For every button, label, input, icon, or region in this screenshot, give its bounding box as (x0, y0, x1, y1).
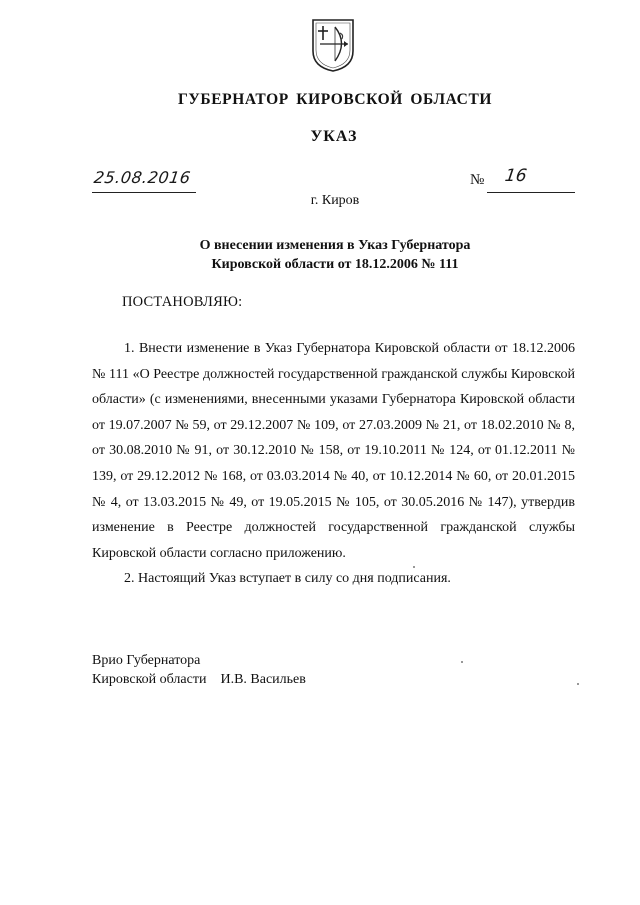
signer-position-line-1: Врио Губернатора (92, 653, 201, 668)
number-label: № (470, 172, 485, 188)
paragraph-1: 1. Внести изменение в Указ Губернатора Кировской области от 18.12.2006 № 111 «О Реестре должностей государственной гражданской службы Кировской области» (с изменениями, внесенными указами Губернатора Кировской области от 19.07.2007 № 59, от 29.12.2007 № 109, от 27.03.2009 № 21, от 18.02.2010 № 8, от 30.08.2010 № 91, от 30.12.2010 № 158, от 19.10.2011 № 124, от 01.12.2011 № 139, от 29.12.2012 № 168, от 03.03.2014 № 40, от 10.12.2014 № 60, от 20.01.2015 № 4, от 13.03.2015 № 49, от 19.05.2015 № 105, от 30.05.2016 № 147), утвердив изменение в Реестре должностей государственной гражданской службы Кировской области согласно приложению. (92, 341, 575, 561)
decree-number-field (487, 166, 575, 193)
signer-region: Кировской области (92, 672, 207, 687)
signer-position-line-2 (92, 670, 306, 689)
paragraph-2: 2. Настоящий Указ вступает в силу со дня подписания. (124, 571, 451, 587)
decree-subject (0, 236, 640, 274)
subject-line-1: О внесении изменения в Указ Губернатора (199, 238, 471, 253)
issue-city: г. Киров (310, 193, 360, 208)
decree-date-field (92, 170, 196, 193)
decree-body (92, 336, 575, 592)
resolve-heading: ПОСТАНОВЛЯЮ: (122, 294, 243, 310)
decree-date: 25.08.2016 (92, 168, 192, 187)
scan-speck (461, 661, 463, 663)
scan-speck (577, 683, 579, 685)
authority-title: ГУБЕРНАТОР КИРОВСКОЙ ОБЛАСТИ (177, 91, 493, 108)
signature-block (92, 651, 306, 689)
subject-line-2: Кировской области от 18.12.2006 № 111 (211, 257, 459, 272)
scan-speck (413, 566, 415, 568)
signer-name: И.В. Васильев (220, 672, 306, 687)
decree-number: 16 (503, 166, 529, 186)
coat-of-arms-icon (310, 17, 356, 73)
document-type: УКАЗ (310, 128, 358, 145)
